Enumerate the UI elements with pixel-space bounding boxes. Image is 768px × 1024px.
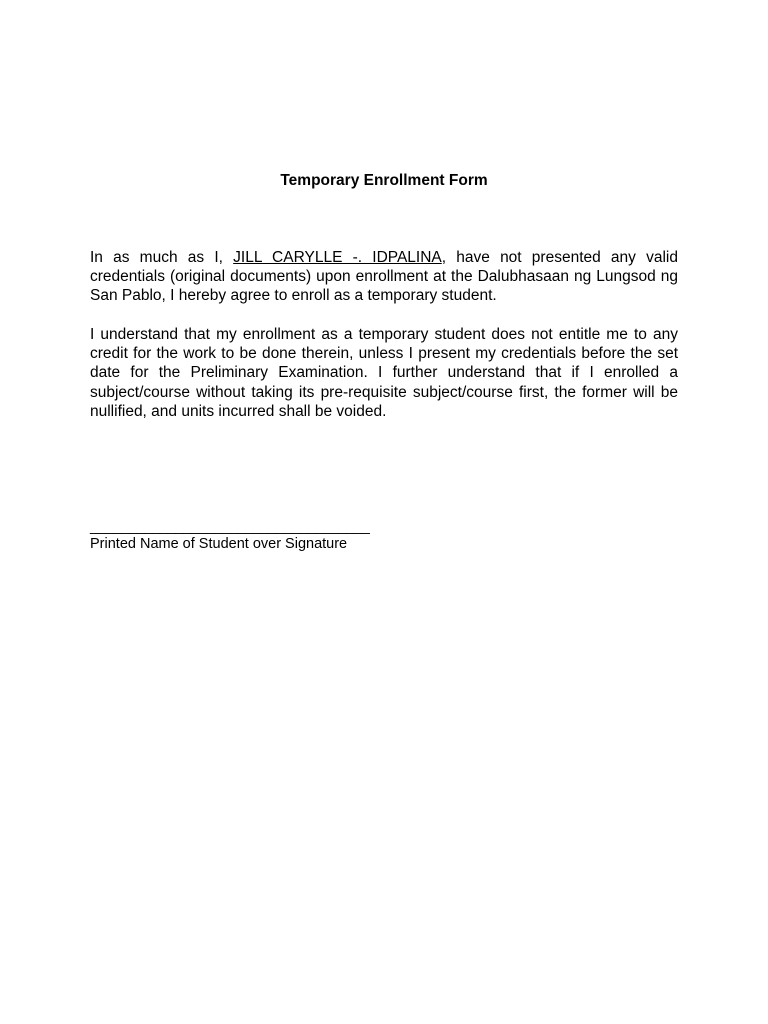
understanding-paragraph: I understand that my enrollment as a temporary student does not entitle me to any credit for the work to be done therein, unless I present my credentials before the set date for the Preliminary Examination. I further understand that if I enrolled a subject/course without taking its pre-requisite subject/course first, the former will be nullified, and units incurred shall be voided.	[90, 326, 678, 420]
agreement-paragraph	[90, 248, 678, 306]
form-title: Temporary Enrollment Form	[280, 172, 488, 189]
student-name: JILL CARYLLE -. IDPALINA	[233, 249, 442, 266]
signature-line: ____________________________________	[90, 519, 370, 535]
signature-caption: Printed Name of Student over Signature	[90, 536, 348, 552]
paragraph-intro-text: In as much as I,	[90, 249, 234, 266]
paragraph-body-text: , have not presented any valid credentials (original documents) upon enrollment at the Dalubhasaan ng Lungsod ng San Pablo, I hereby agree to enroll as a temporary student.	[90, 249, 678, 305]
